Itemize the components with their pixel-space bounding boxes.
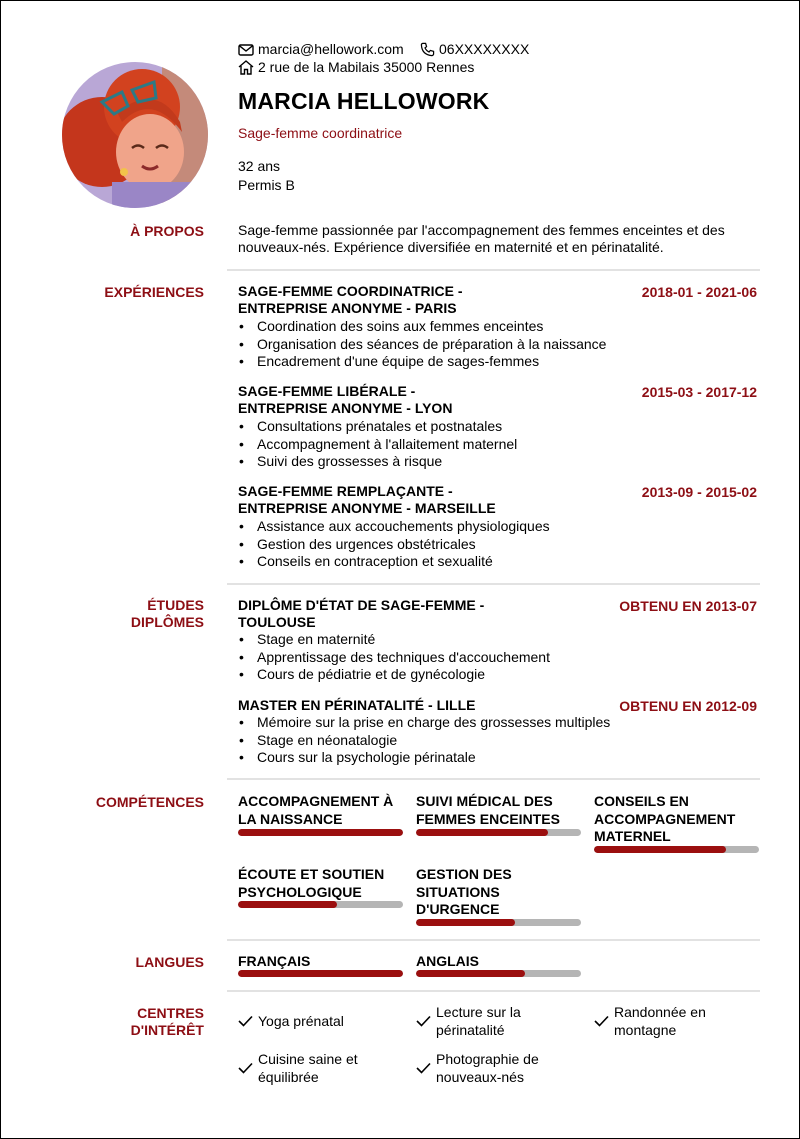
divider (227, 939, 760, 941)
skill-level-bar (238, 829, 403, 836)
divider (227, 583, 760, 585)
language-level-fill (238, 970, 403, 977)
skill-level-bar (594, 846, 759, 853)
check-icon (416, 1015, 431, 1027)
experience-title: SAGE-FEMME REMPLAÇANTE - ENTREPRISE ANONYME - MARSEILLE (238, 483, 496, 516)
address-line (238, 59, 474, 76)
section-label-skills: COMPÉTENCES (95, 794, 204, 810)
education-bullets (257, 714, 610, 767)
phone-text[interactable]: 06XXXXXXXX (439, 41, 530, 57)
list-item: • Stage en néonatalogie (257, 732, 610, 750)
divider (227, 778, 760, 780)
about-text: Sage-femme passionnée par l'accompagnement des femmes enceintes et des nouveaux-nés. Expérience diversifiée en maternité et en périnatalité. (238, 222, 725, 255)
list-item: • Cours de pédiatrie et de gynécologie (257, 666, 550, 684)
check-icon (238, 1015, 253, 1027)
interest-label: Yoga prénatal (258, 1013, 344, 1029)
candidate-name: MARCIA HELLOWORK (238, 88, 490, 114)
interest-label: Cuisine saine et équilibrée (258, 1051, 358, 1085)
phone-line (420, 41, 529, 58)
interest-item (238, 1012, 344, 1030)
section-label-education (131, 597, 204, 631)
education-title: DIPLÔME D'ÉTAT DE SAGE-FEMME - TOULOUSE (238, 597, 485, 630)
skill-level-fill (238, 829, 403, 836)
section-label-interests (131, 1005, 204, 1039)
age: 32 ans (238, 158, 281, 174)
skill-name: ÉCOUTE ET SOUTIEN PSYCHOLOGIQUE (238, 866, 385, 900)
check-icon (416, 1062, 431, 1074)
list-item: • Stage en maternité (257, 631, 550, 649)
list-item: • Gestion des urgences obstétricales (257, 536, 550, 554)
language-name: FRANÇAIS (238, 953, 311, 969)
email-line (238, 41, 404, 58)
list-item: • Apprentissage des techniques d'accouchement (257, 649, 550, 667)
section-label-languages: LANGUES (135, 954, 204, 970)
interest-item (416, 1050, 539, 1086)
list-item: • Consultations prénatales et postnatales (257, 418, 517, 436)
education-date: OBTENU EN 2013-07 (619, 598, 757, 614)
check-icon (238, 1062, 253, 1074)
avatar (62, 62, 208, 208)
interest-item (594, 1003, 706, 1039)
list-item: • Cours sur la psychologie périnatale (257, 749, 610, 767)
skill-name: ACCOMPAGNEMENT À LA NAISSANCE (238, 793, 394, 827)
list-item: • Suivi des grossesses à risque (257, 453, 517, 471)
language-level-bar (238, 970, 403, 977)
divider (227, 990, 760, 992)
job-title: Sage-femme coordinatrice (238, 125, 403, 141)
education-date: OBTENU EN 2012-09 (619, 698, 757, 714)
list-item: • Coordination des soins aux femmes enceintes (257, 318, 606, 336)
phone-icon (420, 42, 435, 57)
address-text: 2 rue de la Mabilais 35000 Rennes (258, 59, 475, 75)
skill-level-fill (416, 829, 548, 836)
divider (227, 269, 760, 271)
language-name: ANGLAIS (416, 953, 479, 969)
language-level-fill (416, 970, 525, 977)
experience-title: SAGE-FEMME COORDINATRICE - ENTREPRISE ANONYME - PARIS (238, 283, 463, 316)
list-item: • Accompagnement à l'allaitement maternel (257, 436, 517, 454)
experience-title: SAGE-FEMME LIBÉRALE - ENTREPRISE ANONYME - LYON (238, 383, 453, 416)
skill-level-fill (594, 846, 726, 853)
envelope-icon (238, 44, 254, 56)
section-label-line: DIPLÔMES (130, 614, 204, 630)
skill-name: CONSEILS EN ACCOMPAGNEMENT MATERNEL (594, 793, 736, 844)
experience-bullets (257, 418, 517, 471)
interest-label: Randonnée en montagne (614, 1004, 706, 1038)
interest-label: Lecture sur la périnatalité (436, 1004, 521, 1038)
email-text[interactable]: marcia@hellowork.com (258, 41, 404, 57)
skill-level-bar (416, 919, 581, 926)
experience-dates: 2018-01 - 2021-06 (641, 284, 757, 300)
experience-dates: 2013-09 - 2015-02 (641, 484, 757, 500)
experience-dates: 2015-03 - 2017-12 (641, 384, 757, 400)
skill-level-fill (238, 901, 337, 908)
language-level-bar (416, 970, 581, 977)
experience-bullets (257, 518, 550, 571)
list-item: • Conseils en contraception et sexualité (257, 553, 550, 571)
list-item: • Mémoire sur la prise en charge des grossesses multiples (257, 714, 610, 732)
skill-level-bar (416, 829, 581, 836)
driving-license: Permis B (238, 177, 295, 193)
section-label-line: D'INTÉRÊT (130, 1022, 204, 1038)
skill-level-bar (238, 901, 403, 908)
education-title: MASTER EN PÉRINATALITÉ - LILLE (238, 697, 476, 713)
interest-item (416, 1003, 521, 1039)
interest-label: Photographie de nouveaux-nés (436, 1051, 539, 1085)
interest-item (238, 1050, 358, 1086)
skill-name: SUIVI MÉDICAL DES FEMMES ENCEINTES (416, 793, 560, 827)
section-label-experiences: EXPÉRIENCES (104, 284, 204, 300)
section-label-line: ÉTUDES (147, 597, 204, 613)
list-item: • Encadrement d'une équipe de sages-femmes (257, 353, 606, 371)
skill-name: GESTION DES SITUATIONS D'URGENCE (416, 866, 512, 917)
list-item: • Assistance aux accouchements physiologiques (257, 518, 550, 536)
list-item: • Organisation des séances de préparation à la naissance (257, 336, 606, 354)
section-label-about: À PROPOS (130, 223, 204, 239)
experience-bullets (257, 318, 606, 371)
check-icon (594, 1015, 609, 1027)
education-bullets (257, 631, 550, 684)
section-label-line: CENTRES (137, 1005, 204, 1021)
skill-level-fill (416, 919, 515, 926)
home-icon (238, 60, 254, 75)
